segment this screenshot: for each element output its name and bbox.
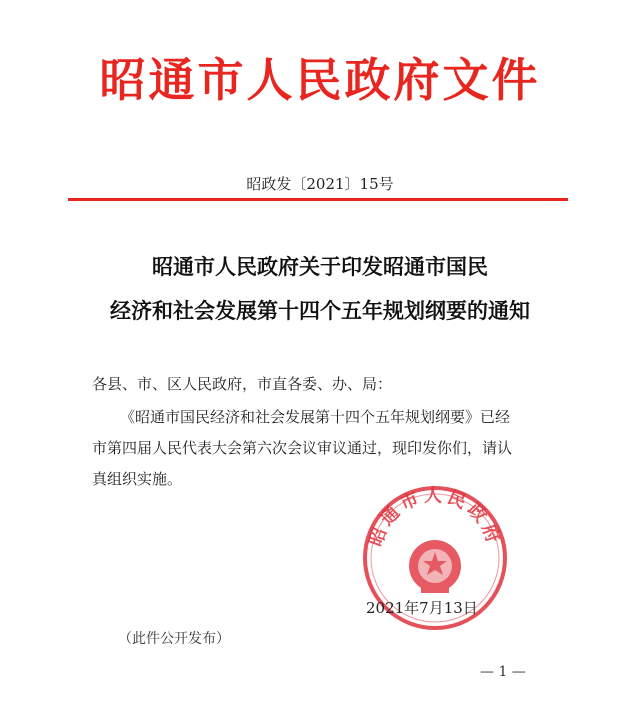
document-header-title: 昭通市人民政府文件 (99, 53, 541, 107)
body-line-3: 真组织实施。 (92, 470, 183, 488)
svg-text:昭通市人民政府: 昭通市人民政府 (365, 485, 505, 550)
salutation: 各县、市、区人民政府，市直各委、办、局： (92, 375, 393, 393)
page-number: — 1 — (480, 664, 526, 680)
disclosure-note: （此件公开发布） (118, 631, 230, 647)
notice-title-line-2: 经济和社会发展第十四个五年规划纲要的通知 (110, 298, 530, 323)
document-number: 昭政发〔2021〕15号 (246, 175, 394, 193)
body-line-1: 《昭通市国民经济和社会发展第十四个五年规划纲要》已经 (120, 408, 511, 426)
notice-title-line-1: 昭通市人民政府关于印发昭通市国民 (152, 254, 488, 279)
red-divider (68, 198, 568, 201)
issue-date: 2021年7月13日 (366, 599, 478, 617)
body-line-2: 市第四届人民代表大会第六次会议审议通过，现印发你们，请认 (92, 439, 513, 457)
